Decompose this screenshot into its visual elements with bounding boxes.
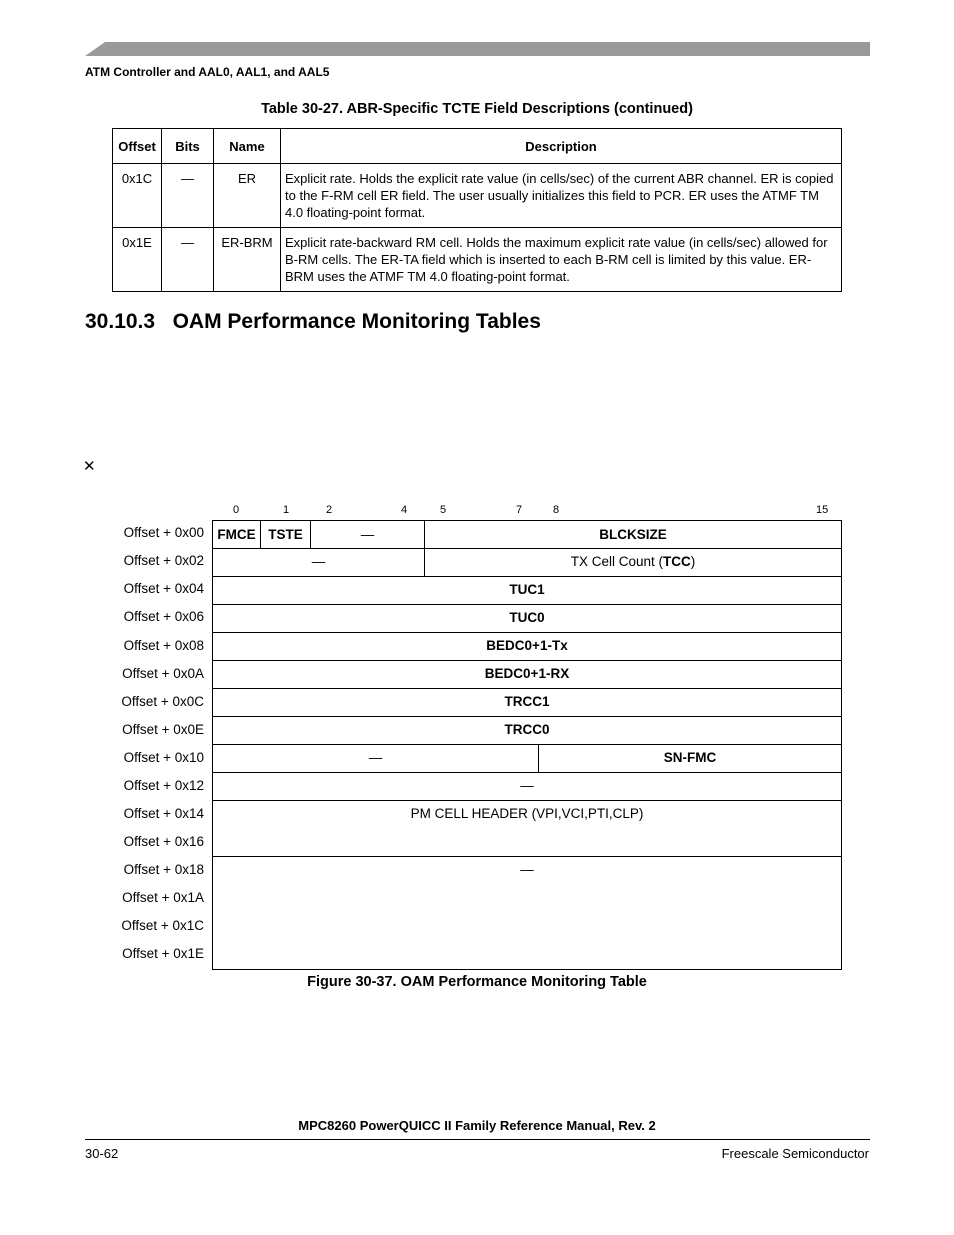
- field-pm-cell-header: PM CELL HEADER (VPI,VCI,PTI,CLP): [410, 806, 644, 821]
- row-label: Offset + 0x1C: [121, 918, 204, 933]
- cell-offset: 0x1C: [113, 164, 162, 228]
- cell-bits: —: [162, 228, 214, 292]
- row-label: Offset + 0x0C: [121, 694, 204, 709]
- field-trcc1: TRCC1: [504, 694, 550, 709]
- row-label: Offset + 0x06: [123, 609, 204, 624]
- bit-number: 5: [440, 504, 447, 516]
- bit-number: 0: [233, 504, 240, 516]
- field-reserved: —: [311, 554, 326, 569]
- field-reserved: —: [368, 750, 383, 765]
- cell-bits: —: [162, 164, 214, 228]
- register-map: [212, 520, 842, 970]
- row-label: Offset + 0x12: [123, 778, 204, 793]
- table-row: [113, 228, 842, 292]
- field-description-table: [112, 128, 842, 292]
- tx-cell-count-abbr: TCC: [663, 554, 691, 569]
- tx-cell-count-suffix: ): [690, 554, 696, 569]
- field-fmce: FMCE: [217, 527, 256, 542]
- field-tx-cell-count: [425, 548, 841, 576]
- field-trcc0: TRCC0: [504, 722, 550, 737]
- column-header-bits: Bits: [162, 129, 214, 164]
- cell-description: Explicit rate. Holds the explicit rate value (in cells/sec) of the current ABR channel. ER is copied to the F-RM cell ER field. The user usually initializes this field to PCR. ER uses the ATMF TM 4.0 floating-point format.: [281, 164, 842, 228]
- footer-company: Freescale Semiconductor: [721, 1146, 869, 1161]
- cell-offset: 0x1E: [113, 228, 162, 292]
- table-title: Table 30-27. ABR-Specific TCTE Field Descriptions (continued): [261, 101, 693, 117]
- page-number: 30-62: [85, 1146, 119, 1161]
- field-bedc-tx: BEDC0+1-Tx: [486, 638, 568, 653]
- bit-number: 7: [516, 504, 523, 516]
- figure-caption: Figure 30-37. OAM Performance Monitoring Table: [307, 974, 647, 990]
- column-header-description: Description: [281, 129, 842, 164]
- row-label: Offset + 0x1E: [122, 946, 204, 961]
- row-label: Offset + 0x04: [123, 581, 204, 596]
- bit-number: 15: [816, 504, 829, 516]
- footer-rule: [85, 1139, 870, 1140]
- row-label: Offset + 0x08: [123, 638, 204, 653]
- row-label: Offset + 0x0A: [122, 666, 204, 681]
- bit-number: 2: [326, 504, 333, 516]
- row-label: Offset + 0x02: [123, 553, 204, 568]
- row-label: Offset + 0x18: [123, 862, 204, 877]
- cell-description: Explicit rate-backward RM cell. Holds the maximum explicit rate value (in cells/sec) allowed for B-RM cells. The ER-TA field which is inserted to each B-RM cell is limited by this value. ER-BRM uses the ATMF TM 4.0 floating-point format.: [281, 228, 842, 292]
- bit-number: 1: [283, 504, 290, 516]
- row-label: Offset + 0x0E: [122, 722, 204, 737]
- table-header-row: [113, 129, 842, 164]
- field-bedc-rx: BEDC0+1-RX: [484, 666, 570, 681]
- row-label: Offset + 0x14: [123, 806, 204, 821]
- footer-manual-title: MPC8260 PowerQUICC II Family Reference Manual, Rev. 2: [298, 1118, 656, 1133]
- field-tuc0: TUC0: [509, 610, 545, 625]
- bit-number: 8: [553, 504, 560, 516]
- cell-name: ER: [214, 164, 281, 228]
- field-reserved: —: [520, 862, 534, 877]
- bit-number: 4: [401, 504, 408, 516]
- row-label: Offset + 0x16: [123, 834, 204, 849]
- field-blcksize: BLCKSIZE: [599, 527, 667, 542]
- running-header: ATM Controller and AAL0, AAL1, and AAL5: [85, 65, 330, 79]
- column-header-name: Name: [214, 129, 281, 164]
- field-sn-fmc: SN-FMC: [663, 750, 717, 765]
- close-icon[interactable]: ✕: [83, 458, 96, 475]
- field-tuc1: TUC1: [509, 582, 545, 597]
- row-label: Offset + 0x10: [123, 750, 204, 765]
- row-label: Offset + 0x1A: [122, 890, 204, 905]
- row-label: Offset + 0x00: [123, 525, 204, 540]
- field-tste: TSTE: [268, 527, 303, 542]
- header-bar: [85, 42, 870, 56]
- column-header-offset: Offset: [113, 129, 162, 164]
- table-row: [113, 164, 842, 228]
- tx-cell-count-prefix: TX Cell Count (: [570, 554, 664, 569]
- field-reserved: —: [360, 527, 375, 542]
- field-reserved: —: [520, 778, 534, 793]
- cell-name: ER-BRM: [214, 228, 281, 292]
- section-title: 30.10.3 OAM Performance Monitoring Tables: [85, 310, 541, 333]
